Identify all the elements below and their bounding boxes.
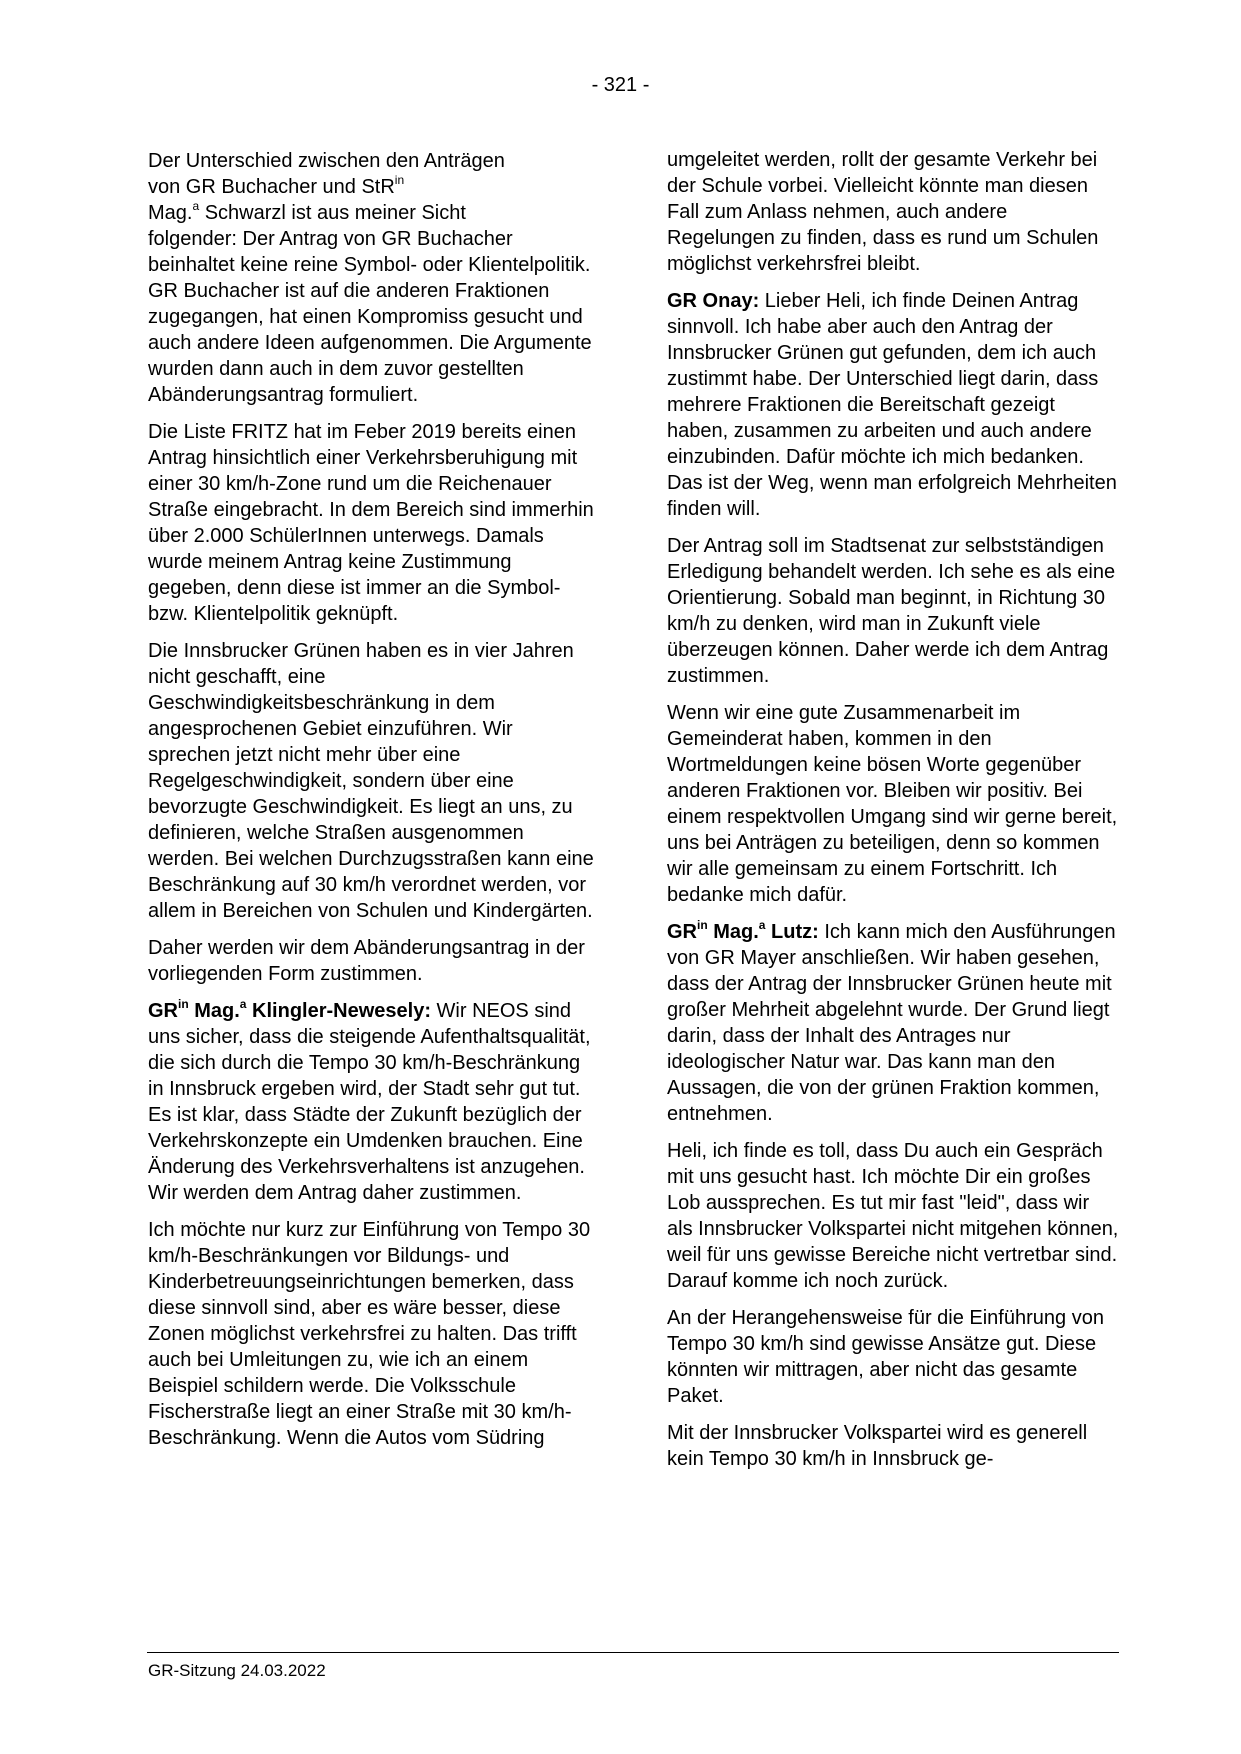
text-line: Mag. (148, 202, 193, 224)
paragraph-text: Lieber Heli, ich finde Deinen Antrag sinnvoll. Ich habe aber auch den Antrag der Innsbrucker Grünen gut gefunden, dem ich auch zustimmt habe. Der Unterschied liegt darin, dass mehrere Fraktionen die Bereitschaft gezeigt haben, zusammen zu arbeiten und auch andere einzubinden. Dafür möchte ich mich bedanken. Das ist der Weg, wenn man erfolgreich Mehrheiten finden will. (667, 290, 1117, 520)
paragraph: Die Liste FRITZ hat im Feber 2019 bereits einen Antrag hinsichtlich einer Verkehrsberuhigung mit einer 30 km/h-Zone rund um die Reichenauer Straße eingebracht. In dem Bereich sind immerhin über 2.000 SchülerInnen unterwegs. Damals wurde meinem Antrag keine Zustimmung gegeben, denn diese ist immer an die Symbol- bzw. Klientelpolitik geknüpft. (148, 421, 594, 625)
speaker-name (667, 918, 819, 943)
page-number: - 321 - (591, 74, 650, 96)
left-column (148, 148, 600, 1462)
speaker-part: Klingler-Newesely: (246, 1000, 431, 1022)
footer-divider (147, 1652, 1119, 1653)
superscript: in (394, 173, 405, 188)
footer-text: GR-Sitzung 24.03.2022 (148, 1661, 326, 1680)
speaker-name (148, 997, 431, 1022)
paragraph-text: Wir NEOS sind uns sicher, dass die steigende Aufenthaltsqualität, die sich durch die Tempo 30 km/h-Beschränkung in Innsbruck ergeben wird, der Stadt sehr gut tut. Es ist klar, dass Städte der Zukunft bezüglich der Verkehrskonzepte ein Umdenken brauchen. Eine Änderung des Verkehrsverhaltens ist anzugehen. Wir werden dem Antrag daher zustimmen. (148, 1000, 591, 1204)
paragraph-text: Ich kann mich den Ausführungen von GR Mayer anschließen. Wir haben gesehen, dass der Antrag der Innsbrucker Grünen heute mit großer Mehrheit abgelehnt wurde. Der Grund liegt darin, dass der Inhalt des Antrages nur ideologischer Natur war. Das kann man den Aussagen, die von der grünen Fraktion kommen, entnehmen. (667, 921, 1116, 1125)
paragraph (667, 288, 1119, 522)
superscript: a (758, 918, 766, 933)
paragraph: Mit der Innsbrucker Volkspartei wird es generell kein Tempo 30 km/h in Innsbruck ge- (667, 1422, 1088, 1470)
paragraph: Daher werden wir dem Abänderungsantrag in der vorliegenden Form zustimmen. (148, 937, 585, 985)
paragraph: Der Antrag soll im Stadtsenat zur selbstständigen Erledigung behandelt werden. Ich sehe es als eine Orientierung. Sobald man beginnt, in Richtung 30 km/h zu denken, wird man in Zukunft viele überzeugen können. Daher werde ich dem Antrag zustimmen. (667, 535, 1116, 687)
text-line: Der Unterschied zwischen den Anträgen (148, 150, 505, 172)
speaker-name: GR Onay: (667, 290, 760, 312)
paragraph-text: folgender: Der Antrag von GR Buchacher beinhaltet keine reine Symbol- oder Klientelpolitik. GR Buchacher ist auf die anderen Fraktionen zugegangen, hat einen Kompromiss gesucht und auch andere Ideen aufgenommen. Die Argumente wurden dann auch in dem zuvor gestellten Abänderungsantrag formuliert. (148, 228, 592, 406)
speaker-part: Mag. (707, 921, 759, 943)
paragraph: Die Innsbrucker Grünen haben es in vier Jahren nicht geschafft, eine Geschwindigkeitsbeschränkung in dem angesprochenen Gebiet einzuführen. Wir sprechen jetzt nicht mehr über eine Regelgeschwindigkeit, sondern über eine bevorzugte Geschwindigkeit. Es liegt an uns, zu definieren, welche Straßen ausgenommen werden. Bei welchen Durchzugsstraßen kann eine Beschränkung auf 30 km/h verordnet werden, vor allem in Bereichen von Schulen und Kindergärten. (148, 640, 594, 922)
superscript: a (192, 199, 200, 214)
paragraph (148, 998, 600, 1206)
text-line: von GR Buchacher und StR (148, 176, 395, 198)
superscript: in (178, 997, 189, 1012)
text-line: Schwarzl ist aus meiner Sicht (199, 202, 466, 224)
paragraph (667, 919, 1119, 1127)
right-column (667, 147, 1119, 1483)
speaker-part: GR (148, 1000, 178, 1022)
superscript: a (239, 997, 247, 1012)
paragraph: Ich möchte nur kurz zur Einführung von Tempo 30 km/h-Beschränkungen vor Bildungs- und Kinderbetreuungseinrichtungen bemerken, dass diese sinnvoll sind, aber es wäre besser, diese Zonen möglichst verkehrsfrei zu halten. Das trifft auch bei Umleitungen zu, wie ich an einem Beispiel schildern werde. Die Volksschule Fischerstraße liegt an einer Straße mit 30 km/h-Beschränkung. Wenn die Autos vom Südring (148, 1219, 591, 1449)
paragraph: An der Herangehensweise für die Einführung von Tempo 30 km/h sind gewisse Ansätze gut. Diese könnten wir mittragen, aber nicht das gesamte Paket. (667, 1307, 1104, 1407)
paragraph: Heli, ich finde es toll, dass Du auch ein Gespräch mit uns gesucht hast. Ich möchte Dir ein großes Lob aussprechen. Es tut mir fast "leid", dass wir als Innsbrucker Volkspartei nicht mitgehen können, weil für uns gewisse Bereiche nicht vertretbar sind. Darauf komme ich noch zurück. (667, 1140, 1119, 1292)
superscript: in (697, 918, 708, 933)
speaker-part: GR (667, 921, 697, 943)
speaker-part: Lutz: (765, 921, 819, 943)
paragraph (148, 148, 600, 408)
speaker-part: Mag. (188, 1000, 240, 1022)
paragraph: umgeleitet werden, rollt der gesamte Verkehr bei der Schule vorbei. Vielleicht könnte man diesen Fall zum Anlass nehmen, auch andere Regelungen zu finden, dass es rund um Schulen möglichst verkehrsfrei bleibt. (667, 149, 1099, 275)
paragraph: Wenn wir eine gute Zusammenarbeit im Gemeinderat haben, kommen in den Wortmeldungen keine bösen Worte gegenüber anderen Fraktionen vor. Bleiben wir positiv. Bei einem respektvollen Umgang sind wir gerne bereit, uns bei Anträgen zu beteiligen, denn so kommen wir alle gemeinsam zu einem Fortschritt. Ich bedanke mich dafür. (667, 702, 1118, 906)
